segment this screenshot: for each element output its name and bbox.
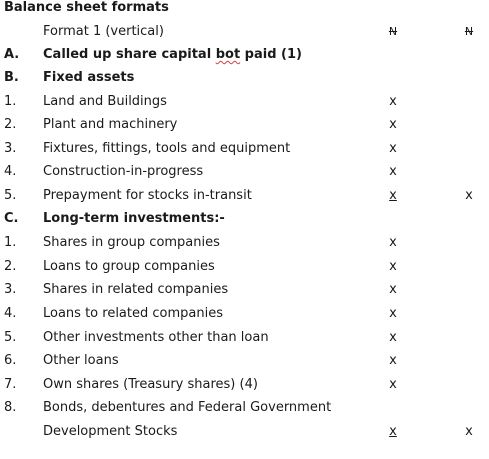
item-col1-mark: x xyxy=(389,188,397,203)
item-col1-mark: x xyxy=(389,141,397,156)
item-label: Fixtures, fittings, tools and equipment xyxy=(43,141,291,156)
item-number: 4. xyxy=(4,306,17,321)
item-col1-mark: x xyxy=(389,424,397,439)
item-label: Bonds, debentures and Federal Government xyxy=(43,400,332,415)
section-a-label-part1: Called up share capital xyxy=(43,47,216,62)
list-item xyxy=(0,304,489,324)
item-col1-mark: x xyxy=(389,117,397,132)
item-number: 3. xyxy=(4,282,17,297)
item-label: Other investments other than loan xyxy=(43,330,269,345)
list-item xyxy=(0,115,489,135)
list-item xyxy=(0,328,489,348)
item-col1-mark: x xyxy=(389,282,397,297)
item-number: 4. xyxy=(4,164,17,179)
section-c-number: C. xyxy=(4,211,19,226)
section-a-label-part2: paid (1) xyxy=(240,47,302,62)
item-label: Shares in group companies xyxy=(43,235,220,250)
list-item xyxy=(0,257,489,277)
list-item xyxy=(0,139,489,159)
item-col1-mark: x xyxy=(389,306,397,321)
item-label: Prepayment for stocks in-transit xyxy=(43,188,252,203)
format-header-row xyxy=(0,22,489,42)
item-col1-mark: x xyxy=(389,353,397,368)
section-a-number: A. xyxy=(4,47,20,62)
list-item xyxy=(0,92,489,112)
section-c-label: Long-term investments:- xyxy=(43,211,225,226)
item-label: Loans to related companies xyxy=(43,306,223,321)
item-col1-mark: x xyxy=(389,235,397,250)
list-item xyxy=(0,233,489,253)
section-b-number: B. xyxy=(4,70,19,85)
item-number: 1. xyxy=(4,94,17,109)
list-item xyxy=(0,422,489,442)
list-item xyxy=(0,162,489,182)
item-label: Shares in related companies xyxy=(43,282,229,297)
item-col1-mark: x xyxy=(389,330,397,345)
item-number: 5. xyxy=(4,188,17,203)
item-number: 2. xyxy=(4,117,17,132)
item-label: Development Stocks xyxy=(43,424,178,439)
item-col1-mark: x xyxy=(389,94,397,109)
section-c-row xyxy=(0,209,489,229)
item-label: Land and Buildings xyxy=(43,94,167,109)
item-col2-mark: x xyxy=(465,188,473,203)
list-item xyxy=(0,351,489,371)
item-label: Other loans xyxy=(43,353,119,368)
section-a-label xyxy=(43,45,302,65)
item-label: Plant and machinery xyxy=(43,117,178,132)
item-label: Construction-in-progress xyxy=(43,164,204,179)
item-col1-mark: x xyxy=(389,164,397,179)
item-number: 6. xyxy=(4,353,17,368)
list-item xyxy=(0,398,489,418)
list-item xyxy=(0,280,489,300)
list-item xyxy=(0,375,489,395)
section-b-row xyxy=(0,68,489,88)
format-label: Format 1 (vertical) xyxy=(43,24,164,39)
item-number: 7. xyxy=(4,377,17,392)
item-col2-mark: x xyxy=(465,424,473,439)
item-number: 3. xyxy=(4,141,17,156)
section-b-label: Fixed assets xyxy=(43,70,135,85)
item-label: Own shares (Treasury shares) (4) xyxy=(43,377,258,392)
item-label: Loans to group companies xyxy=(43,259,215,274)
list-item xyxy=(0,186,489,206)
item-number: 5. xyxy=(4,330,17,345)
misspelt-word: bot xyxy=(215,47,241,62)
item-number: 8. xyxy=(4,400,17,415)
item-col1-mark: x xyxy=(389,377,397,392)
item-col1-mark: x xyxy=(389,259,397,274)
currency-header-col2: N xyxy=(464,25,474,38)
section-a-row xyxy=(0,45,489,65)
item-number: 2. xyxy=(4,259,17,274)
item-number: 1. xyxy=(4,235,17,250)
document-title: Balance sheet formats xyxy=(4,0,169,15)
currency-header-col1: N xyxy=(388,25,398,38)
